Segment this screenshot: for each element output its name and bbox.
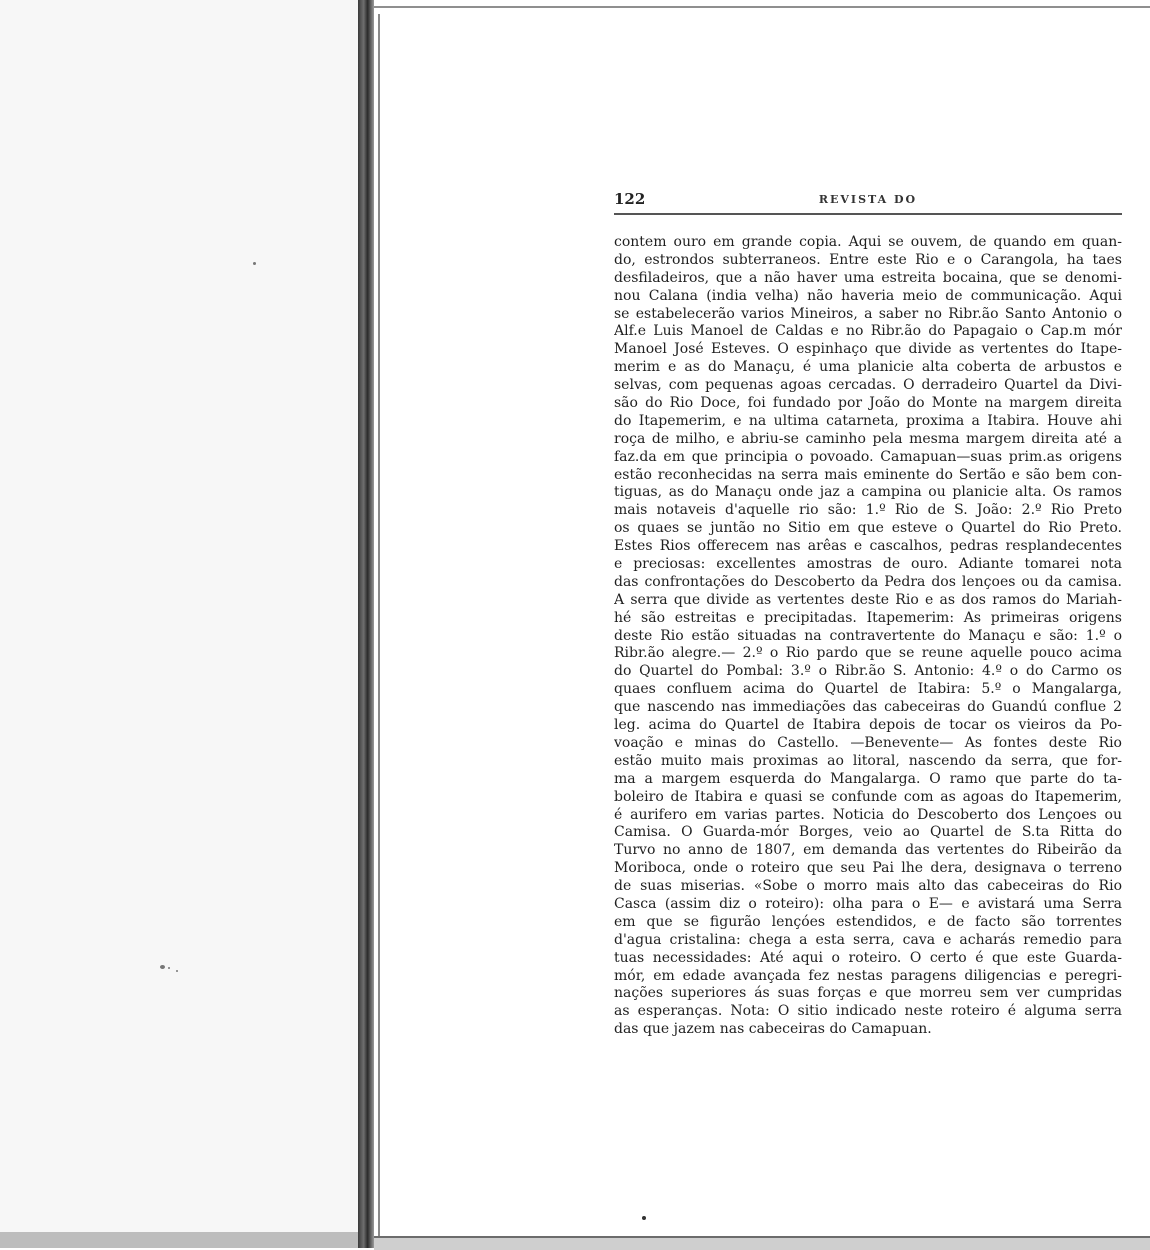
text-line: d'agua cristalina: chega a esta serra, cava e acharás remedio para	[614, 931, 1122, 948]
text-line: de suas miserias. «Sobe o morro mais alto das cabeceiras do Rio	[614, 878, 1122, 895]
text-line: hé são estreitas e precipitadas. Itapemerim: As primeiras origens	[614, 609, 1122, 626]
text-line: nações superiores ás suas forças e que morreu sem ver cumpridas	[614, 985, 1122, 1002]
text-line: Camisa. O Guarda-mór Borges, veio ao Quartel de S.ta Ritta do	[614, 824, 1122, 841]
text-line: tiguas, as do Manaçu onde jaz a campina ou planicie alta. Os ramos	[614, 484, 1122, 501]
page-header	[614, 190, 1122, 212]
text-line: estão reconhecidas na serra mais eminente do Sertão e são bem con-	[614, 466, 1122, 483]
text-line: os quaes se juntão no Sitio em que esteve o Quartel do Rio Preto.	[614, 520, 1122, 537]
text-line: do Itapemerim, e na ultima catarneta, proxima a Itabira. Houve ahi	[614, 412, 1122, 429]
text-line: tuas necessidades: Até aqui o roteiro. O certo é que este Guarda-	[614, 949, 1122, 966]
text-line: Manoel José Esteves. O espinhaço que divide as vertentes do Itape-	[614, 341, 1122, 358]
header-rule	[614, 213, 1122, 215]
text-line: Casca (assim diz o roteiro): olha para o E— e avistará uma Serra	[614, 895, 1122, 912]
gutter-edge-line	[378, 14, 380, 1240]
blank-left-page	[0, 0, 358, 1248]
page-speck	[168, 967, 170, 969]
text-line: Alf.e Luis Manoel de Caldas e no Ribr.ão do Papagaio o Cap.m mór	[614, 323, 1122, 340]
left-page-bottom-edge	[0, 1232, 358, 1248]
text-line: em que se figurão lençóes estendidos, e de facto são torrentes	[614, 913, 1122, 930]
text-line: A serra que divide as vertentes deste Rio e as dos ramos do Mariah-	[614, 591, 1122, 608]
text-line: nou Calana (india velha) não haveria meio de communicação. Aqui	[614, 287, 1122, 304]
text-line: do Quartel do Pombal: 3.º o Ribr.ão S. Antonio: 4.º o do Carmo os	[614, 663, 1122, 680]
text-line: Moriboca, onde o roteiro que seu Pai lhe dera, designava o terreno	[614, 860, 1122, 877]
text-line: merim e as do Manaçu, é uma planicie alta coberta de arbustos e	[614, 359, 1122, 376]
page-speck	[642, 1216, 646, 1220]
body-text	[614, 234, 1122, 1039]
text-line: desfiladeiros, que a não haver uma estreita bocaina, que se denomi-	[614, 269, 1122, 286]
page-number: 122	[614, 190, 646, 208]
text-line: as esperanças. Nota: O sitio indicado neste roteiro é alguma serra	[614, 1003, 1122, 1020]
text-line: selvas, com pequenas agoas cercadas. O derradeiro Quartel da Divi-	[614, 377, 1122, 394]
text-line: roça de milho, e abriu-se caminho pela mesma margem direita até a	[614, 430, 1122, 447]
text-line: mór, em edade avançada fez nestas paragens diligencias e peregri-	[614, 967, 1122, 984]
book-gutter	[358, 0, 374, 1248]
text-line: voação e minas do Castello. —Benevente— As fontes deste Rio	[614, 734, 1122, 751]
text-line: deste Rio estão situadas na contravertente do Manaçu e são: 1.º o	[614, 627, 1122, 644]
text-line: contem ouro em grande copia. Aqui se ouvem, de quando em quan-	[614, 234, 1122, 250]
page-speck	[160, 965, 165, 969]
text-line: Turvo no anno de 1807, em demanda das vertentes do Ribeirão da	[614, 842, 1122, 859]
text-line: são do Rio Doce, foi fundado por João do Monte na margem direita	[614, 395, 1122, 412]
text-line: Estes Rios offerecem nas arêas e cascalhos, pedras resplandecentes	[614, 538, 1122, 555]
text-line: é aurifero em varias partes. Noticia do Descoberto dos Lençoes ou	[614, 806, 1122, 823]
scan-top-edge	[374, 6, 1150, 8]
page-speck	[253, 262, 256, 265]
text-line: das que jazem nas cabeceiras do Camapuan.	[614, 1021, 932, 1038]
text-line: leg. acima do Quartel de Itabira depois de tocar os vieiros da Po-	[614, 717, 1122, 734]
text-line: ma a margem esquerda do Mangalarga. O ramo que parte do ta-	[614, 770, 1122, 787]
text-line: Ribr.ão alegre.— 2.º o Rio pardo que se reune aquelle pouco acima	[614, 645, 1122, 662]
text-line: mais notaveis d'aquelle rio são: 1.º Rio de S. João: 2.º Rio Preto	[614, 502, 1122, 519]
text-line: quaes confluem acima do Quartel de Itabira: 5.º o Mangalarga,	[614, 681, 1122, 698]
running-head: REVISTA DO	[818, 193, 918, 206]
text-line: se estabelecerão varios Mineiros, a saber no Ribr.ão Santo Antonio o	[614, 305, 1122, 322]
text-line: estão muito mais proximas ao litoral, nascendo da serra, que for-	[614, 752, 1122, 769]
text-line: do, estrondos subterraneos. Entre este Rio e o Carangola, ha taes	[614, 251, 1122, 268]
text-line: boleiro de Itabira e quasi se confunde com as agoas do Itapemerim,	[614, 788, 1122, 805]
text-line: faz.da em que principia o povoado. Camapuan—suas prim.as origens	[614, 448, 1122, 465]
text-line: que nascendo nas immediações das cabeceiras do Guandú conflue 2	[614, 699, 1122, 716]
text-line: e preciosas: excellentes amostras de ouro. Adiante tomarei nota	[614, 556, 1122, 573]
page-speck	[176, 970, 178, 972]
text-line: das confrontações do Descoberto da Pedra dos lençoes ou da camisa.	[614, 573, 1122, 590]
